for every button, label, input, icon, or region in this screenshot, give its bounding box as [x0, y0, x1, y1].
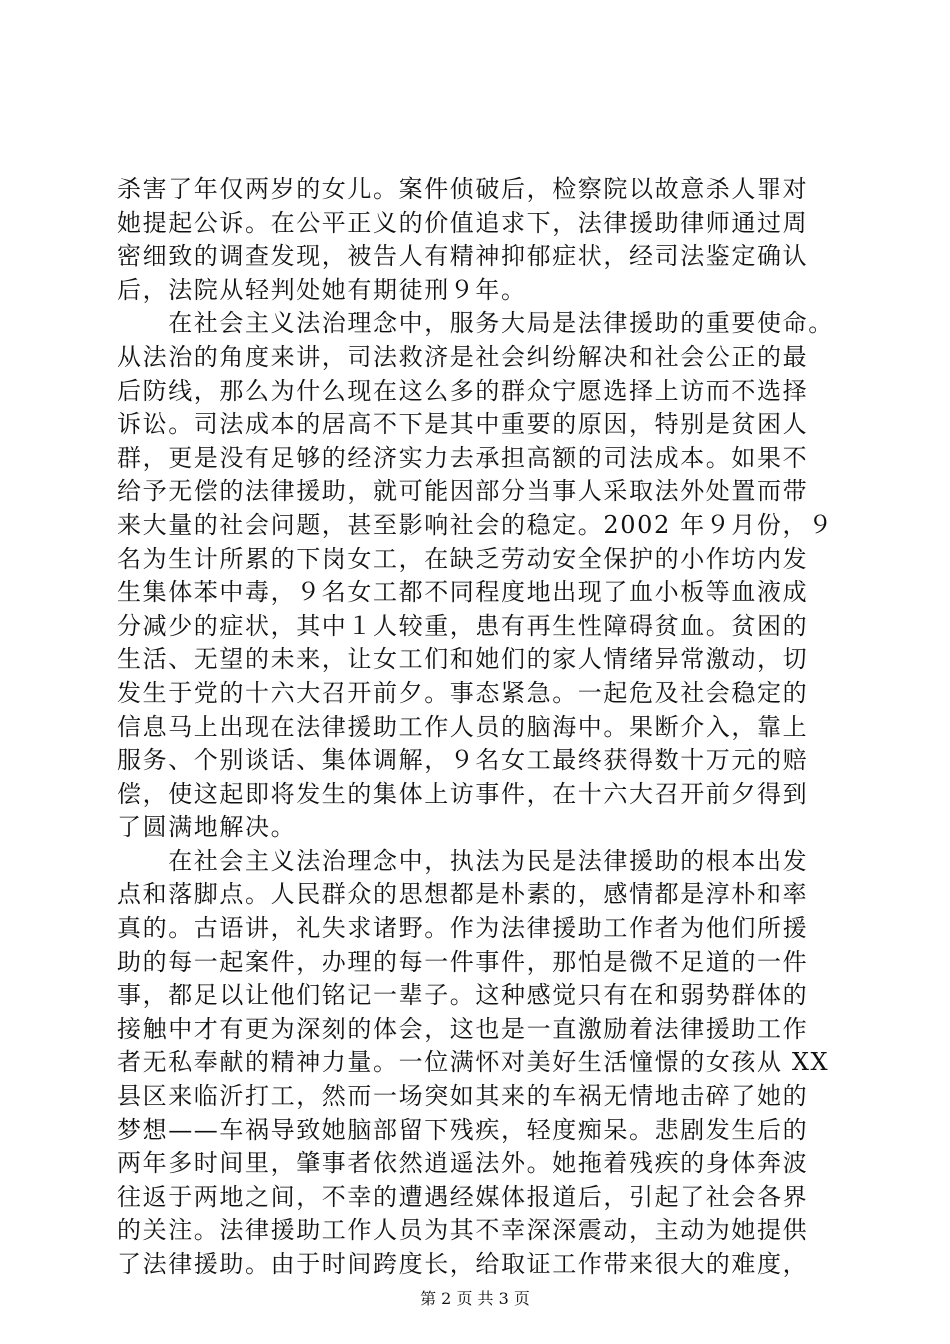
body-text: [117, 173, 833, 1282]
text-line: 给予无偿的法律援助，就可能因部分当事人采取法外处置而带: [117, 477, 809, 506]
text-line: 生活、无望的未来，让女工们和她们的家人情绪异常激动，切: [117, 645, 809, 674]
text-line: 她提起公诉。在公平正义的价值追求下，法律援助律师通过周: [117, 208, 809, 237]
text-line: 事，都足以让他们铭记一辈子。这种感觉只有在和弱势群体的: [117, 981, 809, 1010]
text-line: 信息马上出现在法律援助工作人员的脑海中。果断介入，靠上: [117, 712, 809, 741]
text-line: 县区来临沂打工，然而一场突如其来的车祸无情地击碎了她的: [117, 1082, 809, 1111]
text-line: 在社会主义法治理念中，执法为民是法律援助的根本出发: [117, 846, 809, 875]
text-line: 分减少的症状，其中１人较重，患有再生性障碍贫血。贫困的: [117, 611, 809, 640]
text-line: 往返于两地之间，不幸的遭遇经媒体报道后，引起了社会各界: [117, 1182, 809, 1211]
text-line: 偿，使这起即将发生的集体上访事件，在十六大召开前夕得到: [117, 779, 809, 808]
text-line: 两年多时间里，肇事者依然逍遥法外。她拖着残疾的身体奔波: [117, 1149, 809, 1178]
text-line: 了法律援助。由于时间跨度长，给取证工作带来很大的难度，: [117, 1250, 809, 1278]
text-line: 者无私奉献的精神力量。一位满怀对美好生活憧憬的女孩从 XX: [117, 1048, 830, 1077]
text-line: 杀害了年仅两岁的女儿。案件侦破后，检察院以故意杀人罪对: [117, 175, 809, 203]
text-line: 梦想——车祸导致她脑部留下残疾，轻度痴呆。悲剧发生后的: [117, 1115, 809, 1144]
text-line: 发生于党的十六大召开前夕。事态紧急。一起危及社会稳定的: [117, 678, 809, 707]
text-line: 真的。古语讲，礼失求诸野。作为法律援助工作者为他们所援: [117, 914, 809, 943]
text-line: 接触中才有更为深刻的体会，这也是一直激励着法律援助工作: [117, 1014, 809, 1043]
text-line: 了圆满地解决。: [117, 813, 297, 842]
text-line: 在社会主义法治理念中，服务大局是法律援助的重要使命。: [117, 309, 834, 338]
text-line: 诉讼。司法成本的居高不下是其中重要的原因，特别是贫困人: [117, 410, 809, 439]
text-line: 生集体苯中毒，９名女工都不同程度地出现了血小板等血液成: [117, 578, 809, 607]
text-line: 名为生计所累的下岗女工，在缺乏劳动安全保护的小作坊内发: [117, 544, 809, 573]
text-line: 助的每一起案件，办理的每一件事件，那怕是微不足道的一件: [117, 947, 809, 976]
text-line: 后防线，那么为什么现在这么多的群众宁愿选择上访而不选择: [117, 376, 809, 405]
text-line: 来大量的社会问题，甚至影响社会的稳定。2002 年９月份，９: [117, 510, 834, 539]
text-line: 从法治的角度来讲，司法救济是社会纠纷解决和社会公正的最: [117, 342, 809, 371]
text-line: 密细致的调查发现，被告人有精神抑郁症状，经司法鉴定确认: [117, 242, 809, 271]
text-line: 的关注。法律援助工作人员为其不幸深深震动，主动为她提供: [117, 1216, 809, 1245]
text-line: 点和落脚点。人民群众的思想都是朴素的，感情都是淳朴和率: [117, 880, 809, 909]
text-line: 群，更是没有足够的经济实力去承担高额的司法成本。如果不: [117, 443, 809, 472]
text-line: 后，法院从轻判处她有期徒刑９年。: [117, 275, 527, 304]
text-line: 服务、个别谈话、集体调解，９名女工最终获得数十万元的赔: [117, 746, 809, 775]
page-footer: 第 2 页 共 3 页: [420, 1289, 530, 1308]
